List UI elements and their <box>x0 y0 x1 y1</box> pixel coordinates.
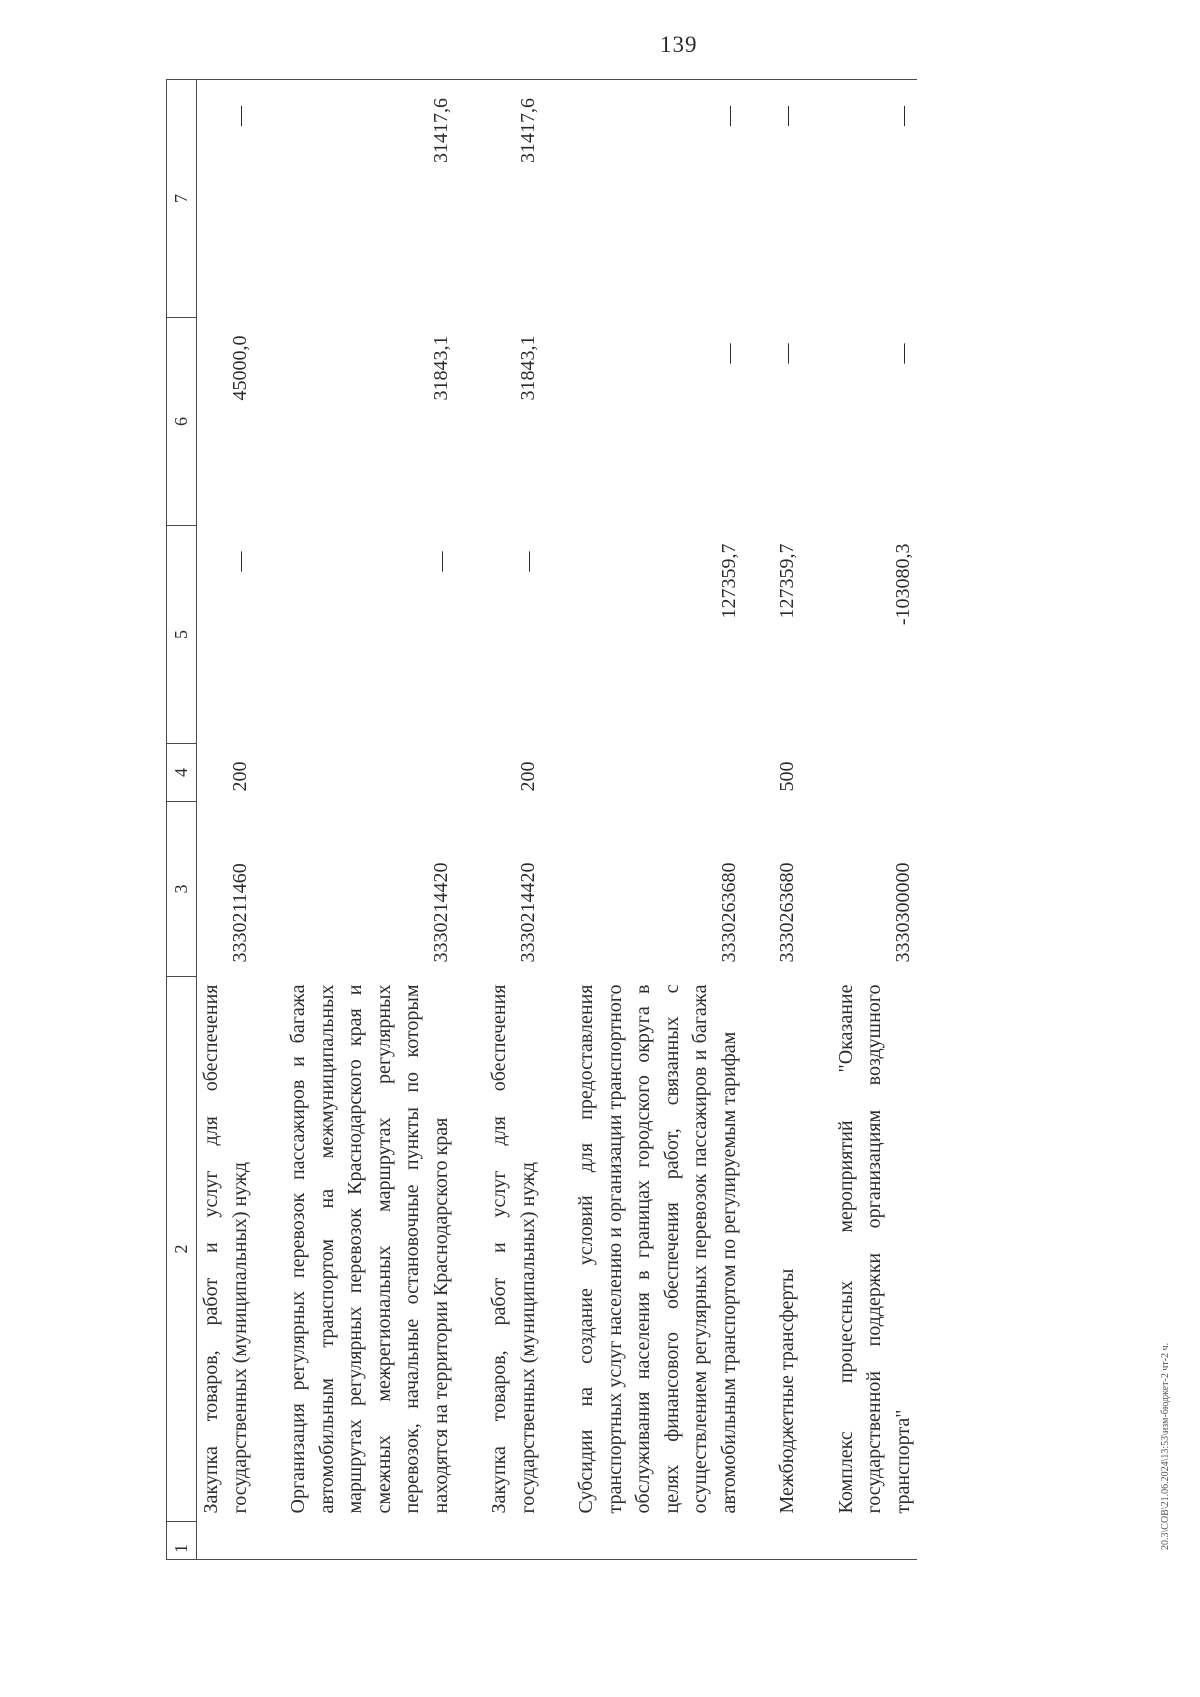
row-col5: — <box>429 551 452 572</box>
row-type <box>284 744 455 802</box>
row-col5: — <box>516 551 539 572</box>
row-type: 500 <box>776 761 798 792</box>
row-spacer <box>455 80 485 1560</box>
row-col5: 127359,7 <box>717 543 740 619</box>
row-col6: 31843,1 <box>516 335 539 401</box>
row-col5: -103080,3 <box>891 543 914 626</box>
row-index-cell <box>832 1522 918 1560</box>
row-index-cell <box>284 1522 455 1560</box>
row-description: Организация регулярных перевозок пассажиров и багажа автомобильным транспортом на межмуниципальных маршрутах регулярных перевозок Краснодарского края и смежных межрегиональных маршрутах регулярных перевозок, начальные остановочные пункты по которым находятся на территории Краснодарского края <box>287 984 452 1514</box>
row-col5: 127359,7 <box>776 543 798 619</box>
file-stamp: 20.3\СОВ\21.06.2024\13:53\изм-бюджет-2 чт-2 ч. <box>1160 1342 1171 1550</box>
row-code: 3330214420 <box>516 862 539 963</box>
row-col6: — <box>776 343 798 364</box>
row-col6: — <box>717 343 740 364</box>
header-col-1: 1 <box>167 1522 197 1560</box>
table-row <box>197 80 255 1560</box>
row-description: Субсидии на создание условий для предоставления транспортных услуг населению и организации транспортного обслуживания населения в границах городского округа в целях финансового обеспечения работ, связанных с осуществлением регулярных перевозок пассажиров и багажа автомобильным транспортом по регулируемым тарифам <box>575 984 740 1514</box>
row-col7: — <box>572 80 743 318</box>
header-col-3: 3 <box>167 802 197 977</box>
row-col7: — <box>197 80 255 318</box>
row-col5: — <box>228 551 251 572</box>
row-code: 3330300000 <box>891 862 914 963</box>
header-col-6: 6 <box>167 318 197 526</box>
row-col7: — <box>773 80 802 318</box>
table-row <box>572 80 743 1560</box>
row-code: 3330263680 <box>717 862 740 963</box>
row-description: Закупка товаров, работ и услуг для обеспечения государственных (муниципальных) нужд <box>200 984 251 1514</box>
header-col-4: 4 <box>167 744 197 802</box>
row-description: Межбюджетные трансферты <box>776 1268 798 1514</box>
row-spacer <box>802 80 832 1560</box>
row-col7: 31417,6 <box>284 80 455 318</box>
row-type <box>572 744 743 802</box>
row-code: 3330211460 <box>228 863 251 963</box>
row-index-cell <box>773 1522 802 1560</box>
row-description: Комплекс процессных мероприятий "Оказание государственной поддержки организациям воздушного транспорта" <box>834 984 914 1514</box>
header-col-2: 2 <box>167 977 197 1522</box>
row-description: Закупка товаров, работ и услуг для обеспечения государственных (муниципальных) нужд <box>488 984 539 1514</box>
page-number: 139 <box>660 32 698 57</box>
row-spacer <box>542 80 572 1560</box>
row-index-cell <box>197 1522 255 1560</box>
row-col7: — <box>832 80 918 318</box>
budget-table <box>166 79 917 1560</box>
row-col6: 45000,0 <box>228 335 251 401</box>
table-header-row <box>167 80 197 1560</box>
row-type <box>832 744 918 802</box>
row-spacer <box>254 80 284 1560</box>
row-code: 3330263680 <box>776 862 798 963</box>
header-col-7: 7 <box>167 80 197 318</box>
row-type: 200 <box>228 761 251 792</box>
budget-table-container <box>166 80 1126 1560</box>
row-type: 200 <box>516 761 539 792</box>
row-code: 3330214420 <box>429 862 452 963</box>
row-spacer <box>743 80 773 1560</box>
row-col6: 31843,1 <box>429 335 452 401</box>
row-index-cell <box>572 1522 743 1560</box>
table-row <box>485 80 542 1560</box>
header-col-5: 5 <box>167 526 197 744</box>
table-row <box>773 80 802 1560</box>
table-row <box>284 80 455 1560</box>
row-col7: 31417,6 <box>485 80 542 318</box>
row-col6: — <box>891 343 914 364</box>
table-row <box>832 80 918 1560</box>
row-index-cell <box>485 1522 542 1560</box>
